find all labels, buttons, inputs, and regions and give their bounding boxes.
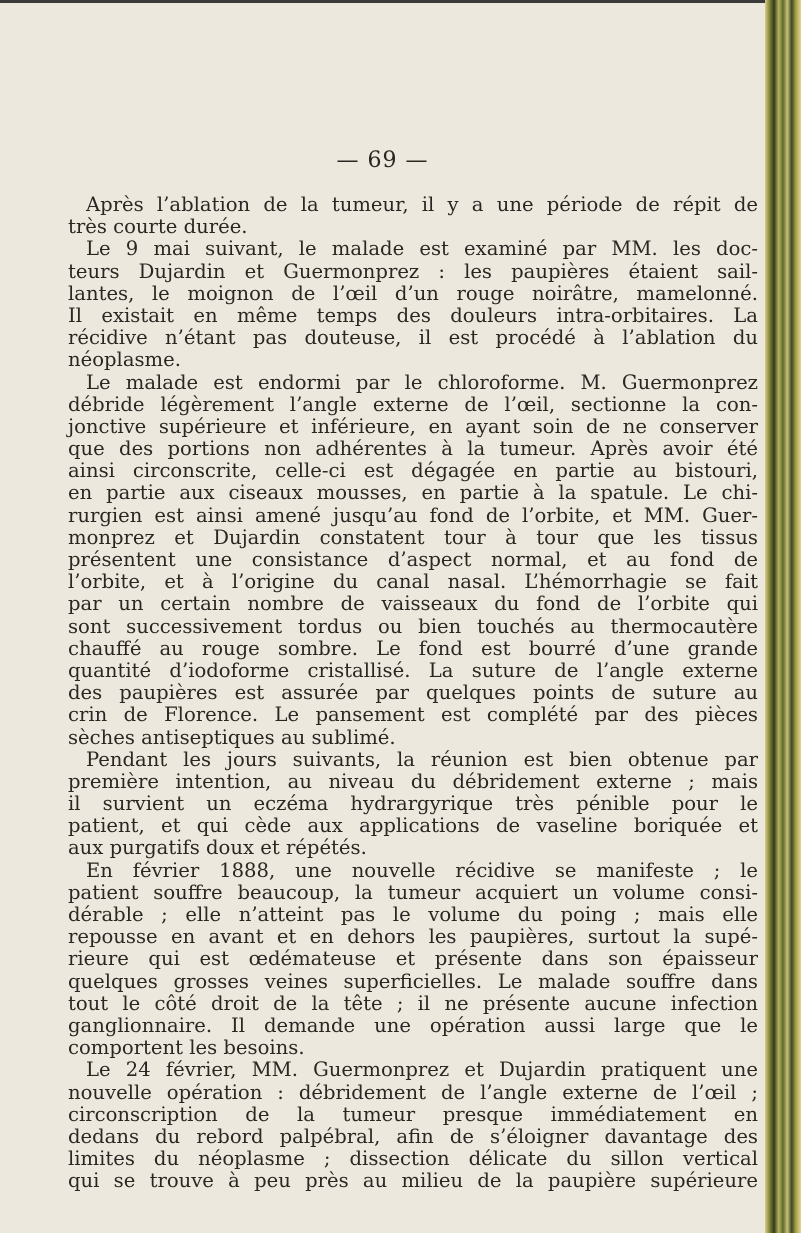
text-line: par un certain nombre de vaisseaux du fond de l’orbite qui bbox=[68, 592, 758, 616]
text-line: ganglionnaire. Il demande une opération aussi large que le bbox=[68, 1013, 758, 1037]
text-line: Pendant les jours suivants, la réunion est bien obtenue par bbox=[86, 747, 758, 771]
text-line: limites du néoplasme ; dissection délicate du sillon vertical bbox=[68, 1147, 758, 1171]
text-line: quantité d’iodoforme cristallisé. La suture de l’angle externe bbox=[68, 658, 758, 682]
text-line: néoplasme. bbox=[68, 348, 181, 372]
page-top-edge bbox=[0, 0, 780, 3]
text-line: Après l’ablation de la tumeur, il y a une période de répit de bbox=[86, 193, 758, 216]
text-line: aux purgatifs doux et répétés. bbox=[68, 836, 367, 860]
text-line: quelques grosses veines superficielles. Le malade souffre dans bbox=[68, 969, 758, 993]
text-line: sèches antiseptiques au sublimé. bbox=[68, 725, 396, 749]
text-line: il survient un eczéma hydrargyrique très pénible pour le bbox=[68, 792, 758, 816]
text-line: en partie aux ciseaux mousses, en partie à la spatule. Le chi- bbox=[68, 481, 758, 505]
text-line: chauffé au rouge sombre. Le fond est bourré d’une grande bbox=[68, 636, 758, 660]
text-line: monprez et Dujardin constatent tour à tour que les tissus bbox=[68, 525, 758, 549]
text-line: patient souffre beaucoup, la tumeur acquiert un volume consi- bbox=[68, 880, 758, 904]
text-line: dérable ; elle n’atteint pas le volume du poing ; mais elle bbox=[68, 903, 758, 926]
text-line: jonctive supérieure et inférieure, en ayant soin de ne conserver bbox=[68, 414, 758, 438]
body-text bbox=[68, 194, 758, 1192]
text-line: l’orbite, et à l’origine du canal nasal. L’hémorrhagie se fait bbox=[68, 570, 758, 594]
text-line: patient, et qui cède aux applications de vaseline boriquée et bbox=[68, 814, 758, 838]
text-line: repousse en avant et en dehors les paupières, surtout la supé- bbox=[68, 925, 758, 949]
text-line: crin de Florence. Le pansement est complété par des pièces bbox=[68, 703, 758, 727]
text-line: que des portions non adhérentes à la tumeur. Après avoir été bbox=[68, 437, 758, 461]
text-line: première intention, au niveau du débridement externe ; mais bbox=[68, 769, 758, 793]
text-line: rieure qui est œdémateuse et présente dans son épaisseur bbox=[68, 947, 758, 971]
text-line: présentent une consistance d’aspect normal, et au fond de bbox=[68, 548, 758, 571]
page-number: — 69 — bbox=[336, 148, 429, 173]
text-line: Le 24 février, MM. Guermonprez et Dujardin pratiquent une bbox=[86, 1058, 758, 1082]
text-line: qui se trouve à peu près au milieu de la paupière supérieure bbox=[68, 1169, 758, 1193]
text-line: rurgien est ainsi amené jusqu’au fond de l’orbite, et MM. Guer- bbox=[68, 503, 758, 527]
text-line: comportent les besoins. bbox=[68, 1036, 305, 1060]
text-line: circonscription de la tumeur presque immédiatement en bbox=[68, 1102, 758, 1126]
text-line: Il existait en même temps des douleurs intra-orbitaires. La bbox=[68, 303, 758, 327]
text-line: très courte durée. bbox=[68, 215, 248, 239]
book-spine-edge bbox=[765, 0, 801, 1233]
text-line: récidive n’étant pas douteuse, il est procédé à l’ablation du bbox=[68, 326, 758, 350]
text-line: sont successivement tordus ou bien touchés au thermocautère bbox=[68, 614, 758, 638]
text-line: nouvelle opération : débridement de l’angle externe de l’œil ; bbox=[68, 1080, 758, 1104]
text-line: En février 1888, une nouvelle récidive se manifeste ; le bbox=[86, 858, 758, 882]
text-line: débride légèrement l’angle externe de l’œil, sectionne la con- bbox=[68, 392, 758, 416]
text-line: teurs Dujardin et Guermonprez : les paupières étaient sail- bbox=[68, 259, 758, 283]
text-line: lantes, le moignon de l’œil d’un rouge noirâtre, mamelonné. bbox=[68, 281, 758, 305]
text-line: tout le côté droit de la tête ; il ne présente aucune infection bbox=[68, 991, 758, 1015]
text-line: dedans du rebord palpébral, afin de s’éloigner davantage des bbox=[68, 1124, 758, 1148]
text-line: ainsi circonscrite, celle-ci est dégagée en partie au bistouri, bbox=[68, 459, 758, 483]
text-line: Le malade est endormi par le chloroforme. M. Guermonprez bbox=[86, 370, 758, 394]
text-line: Le 9 mai suivant, le malade est examiné par MM. les doc- bbox=[86, 237, 758, 261]
text-line: des paupières est assurée par quelques points de suture au bbox=[68, 681, 758, 705]
